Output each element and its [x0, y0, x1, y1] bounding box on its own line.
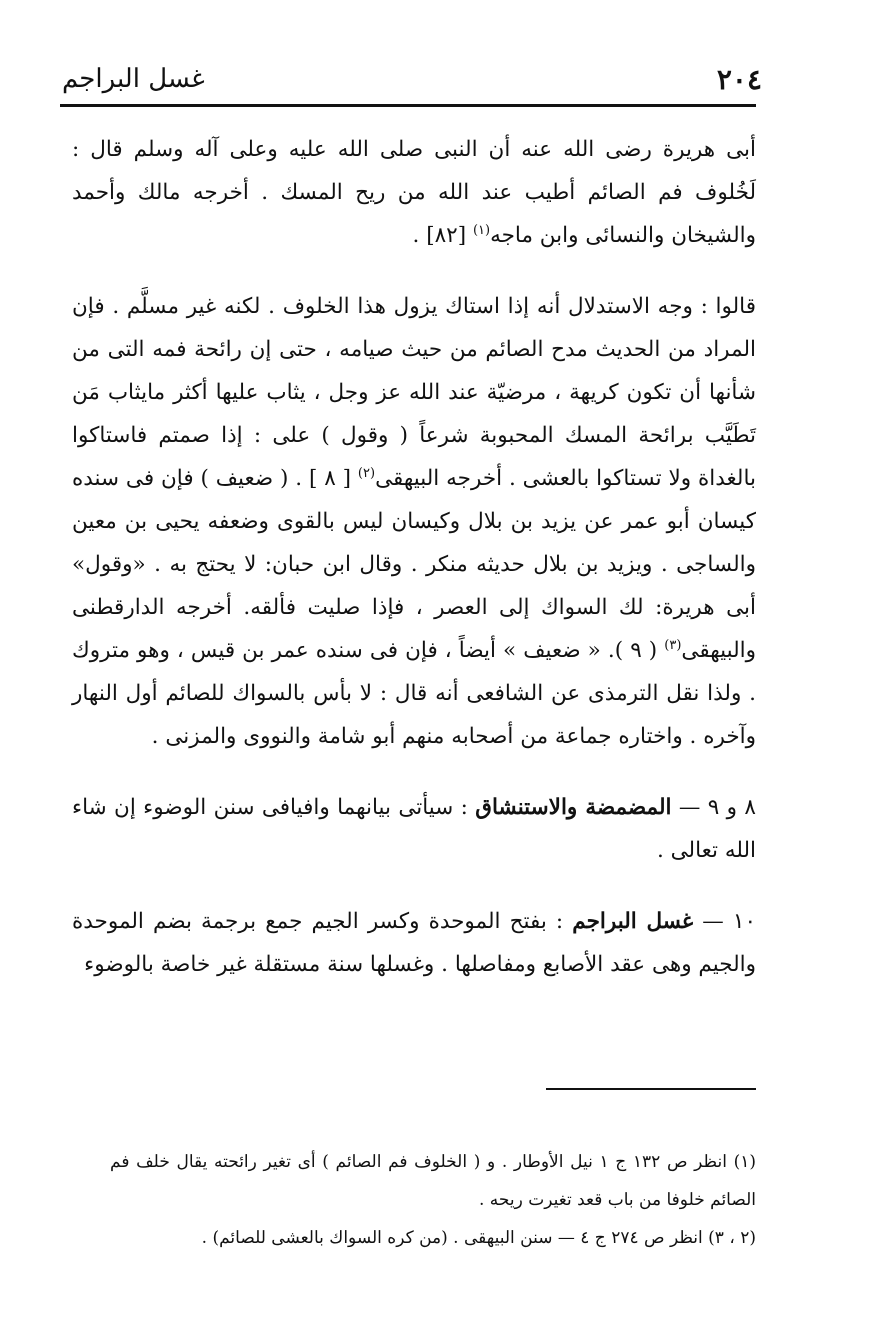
paragraph-text: قالوا : وجه الاستدلال أنه إذا استاك يزول هذا الخلوف . لكنه غير مسلَّم . فإن المراد من الحديث مدح الصائم من حيث صيامه ، حتى إن رائحة فمه التى من شأنها أن تكون كريهة ، مرضيّة عند الله عز وجل ، يثاب عليها أكثر مايثاب مَن تَطَيَّب برائحة المسك المحبوبة شرعاً ( وقول ) على : إذا صمتم فاستاكوا بالغداة ولا تستاكوا بالعشى . أخرجه البيهقى	[72, 294, 756, 491]
header-rule	[60, 104, 756, 107]
footnote-ref-1: (١)	[472, 222, 491, 238]
footnote-rule	[546, 1088, 756, 1090]
page-number: ٢٠٤	[716, 62, 762, 96]
footnotes	[110, 1143, 756, 1257]
hadith-number: [٨٢] .	[412, 223, 473, 248]
paragraph-text: : بفتح الموحدة وكسر الجيم جمع برجمة بضم الموحدة والجيم وهى عقد الأصابع ومفاصلها . وغسلها سنة مستقلة غير خاصة بالوضوء	[72, 909, 756, 977]
footnote-ref-3: (٣)	[664, 637, 682, 653]
footnote-1: (١) انظر ص ١٣٢ ج ١ نيل الأوطار . و ( الخلوف فم الصائم ) أى تغير رائحته يقال خلف فم الصائم خلوفا من باب قعد تغيرت ريحه .	[110, 1152, 756, 1210]
paragraph-text: [ ٨ ] . ( ضعيف ) فإن فى سنده كيسان أبو عمر عن يزيد بن بلال وكيسان ليس بالقوى وضعفه يحيى بن معين والساجى . ويزيد بن بلال حديثه منكر . وقال ابن حبان: لا يحتج به . «وقول» أبى هريرة: لك السواك إلى العصر ، فإذا صليت فألقه. أخرجه الدارقطنى والبيهقى	[72, 466, 756, 663]
section-heading: غسل البراجم	[572, 909, 694, 934]
section-heading: المضمضة والاستنشاق	[475, 795, 672, 820]
paragraph-section-8-9	[72, 786, 756, 872]
paragraph-text: ( ٩ ). « ضعيف » أيضاً ، فإن فى سنده عمر بن قيس ، وهو متروك . ولذا نقل الترمذى عن الشافعى أنه قال : لا بأس بالسواك للصائم أول النهار وآخره . واختاره جماعة من أصحابه منهم أبو شامة والنووى والمزنى .	[72, 638, 756, 749]
paragraph-text: أبى هريرة رضى الله عنه أن النبى صلى الله عليه وعلى آله وسلم قال : لَخُلوف فم الصائم أطيب عند الله من ريح المسك . أخرجه مالك وأحمد والشيخان والنسائى وابن ماجه	[72, 137, 756, 248]
paragraph-section-10	[72, 900, 756, 986]
paragraph-discussion	[72, 285, 756, 758]
footnote-ref-2: (٢)	[357, 465, 376, 481]
running-title: غسل البراجم	[62, 64, 205, 94]
paragraph-text: : سيأتى بيانهما وافيافى سنن الوضوء إن شاء الله تعالى .	[72, 795, 756, 863]
section-number: ٨ و ٩ —	[671, 795, 756, 820]
page-body	[72, 128, 756, 986]
footnote-2-3: (٢ ، ٣) انظر ص ٢٧٤ ج ٤ — سنن البيهقى . (من كره السواك بالعشى للصائم) .	[201, 1228, 756, 1248]
section-number: ١٠ —	[693, 909, 757, 934]
paragraph-hadith	[72, 128, 756, 257]
page-header	[62, 56, 762, 102]
